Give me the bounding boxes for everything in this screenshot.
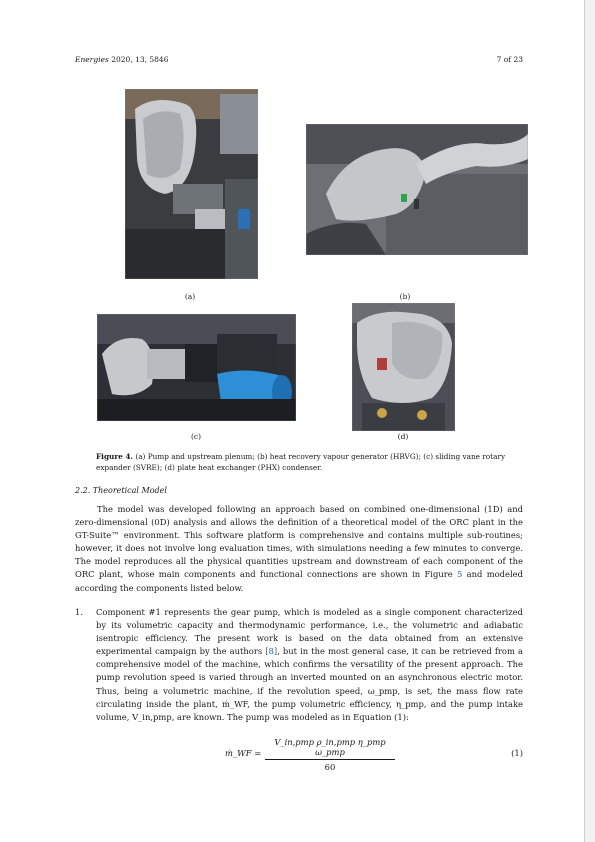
figure-caption — [96, 451, 506, 473]
equation-number: (1) — [511, 748, 523, 758]
figure-reference-link[interactable]: 5 — [457, 569, 463, 580]
equation-lhs: ṁ_WF = — [225, 748, 262, 758]
section-heading: 2.2. Theoretical Model — [75, 486, 167, 495]
figure-label-a: (a) — [184, 292, 196, 301]
figure-label-d: (d) — [397, 432, 409, 441]
citation: 2020, 13, 5846 — [111, 55, 169, 64]
photo-svre — [97, 314, 296, 421]
equation-fraction — [265, 737, 395, 772]
page-number: 7 of 23 — [496, 55, 523, 64]
photo-hrvg — [306, 124, 528, 255]
body-paragraph — [75, 503, 523, 595]
citation-link[interactable]: [8] — [265, 646, 278, 657]
figure-label-b: (b) — [399, 292, 411, 301]
photo-phx — [352, 303, 455, 431]
figure-label-c: (c) — [190, 432, 202, 441]
photo-pump — [125, 89, 258, 279]
list-text-1: Component #1 represents the gear pump, which is modeled as a single component characterized by its volumetric capacity and thermodynamic performance, i.e., the volumetric and adiabatic isentropic efficiency. The present work is based on the data obtained from an extensive experimental campaign by the authors — [96, 607, 523, 657]
running-header — [75, 55, 523, 64]
list-text-2: , but in the most general case, it can be retrieved from a comprehensive model of the machine, which confirms the versatility of the present approach. The pump revolution speed is varied through an inverted mounted on an asynchronous electric motor. Thus, being a volumetric machine, if the revolution speed, ω_pmp, is set, the mass flow rate circulating inside the plant, ṁ_WF, the pump volumetric efficiency, η_pmp, and the pump intake volume, V_in,pmp, are known. The pump was modeled as in Equation (1): — [96, 646, 524, 722]
paragraph-text-2: and modeled according the components listed below. — [75, 569, 523, 593]
equation-1 — [75, 737, 523, 772]
figure-caption-text: (a) Pump and upstream plenum; (b) heat recovery vapour generator (HRVG); (c) sliding vane rotary expander (SVRE); (d) plate heat exchanger (PHX) condenser. — [96, 452, 506, 472]
page-edge — [584, 0, 595, 842]
figure-caption-label: Figure 4. — [96, 452, 134, 461]
paragraph-text-1: The model was developed following an approach based on combined one-dimensional (1D) and zero-dimensional (0D) analysis and allows the definition of a theoretical model of the ORC plant in the GT-Suite™ environment. This software platform is comprehensive and contains multiple sub-routines; however, it does not involve long evaluation times, with simulations needing a few minutes to converge. The model reproduces all the physical quantities upstream and downstream of each component of the ORC plant, whose main components and functional connections are shown in Figure — [75, 504, 523, 580]
equation-numerator: V_in,pmp ρ_in,pmp η_pmp ω_pmp — [265, 737, 395, 760]
list-item-number: 1. — [75, 607, 83, 617]
list-item — [75, 606, 523, 724]
equation-denominator: 60 — [324, 762, 336, 772]
journal-name: Energies — [75, 55, 109, 64]
list-item-text — [96, 606, 523, 724]
